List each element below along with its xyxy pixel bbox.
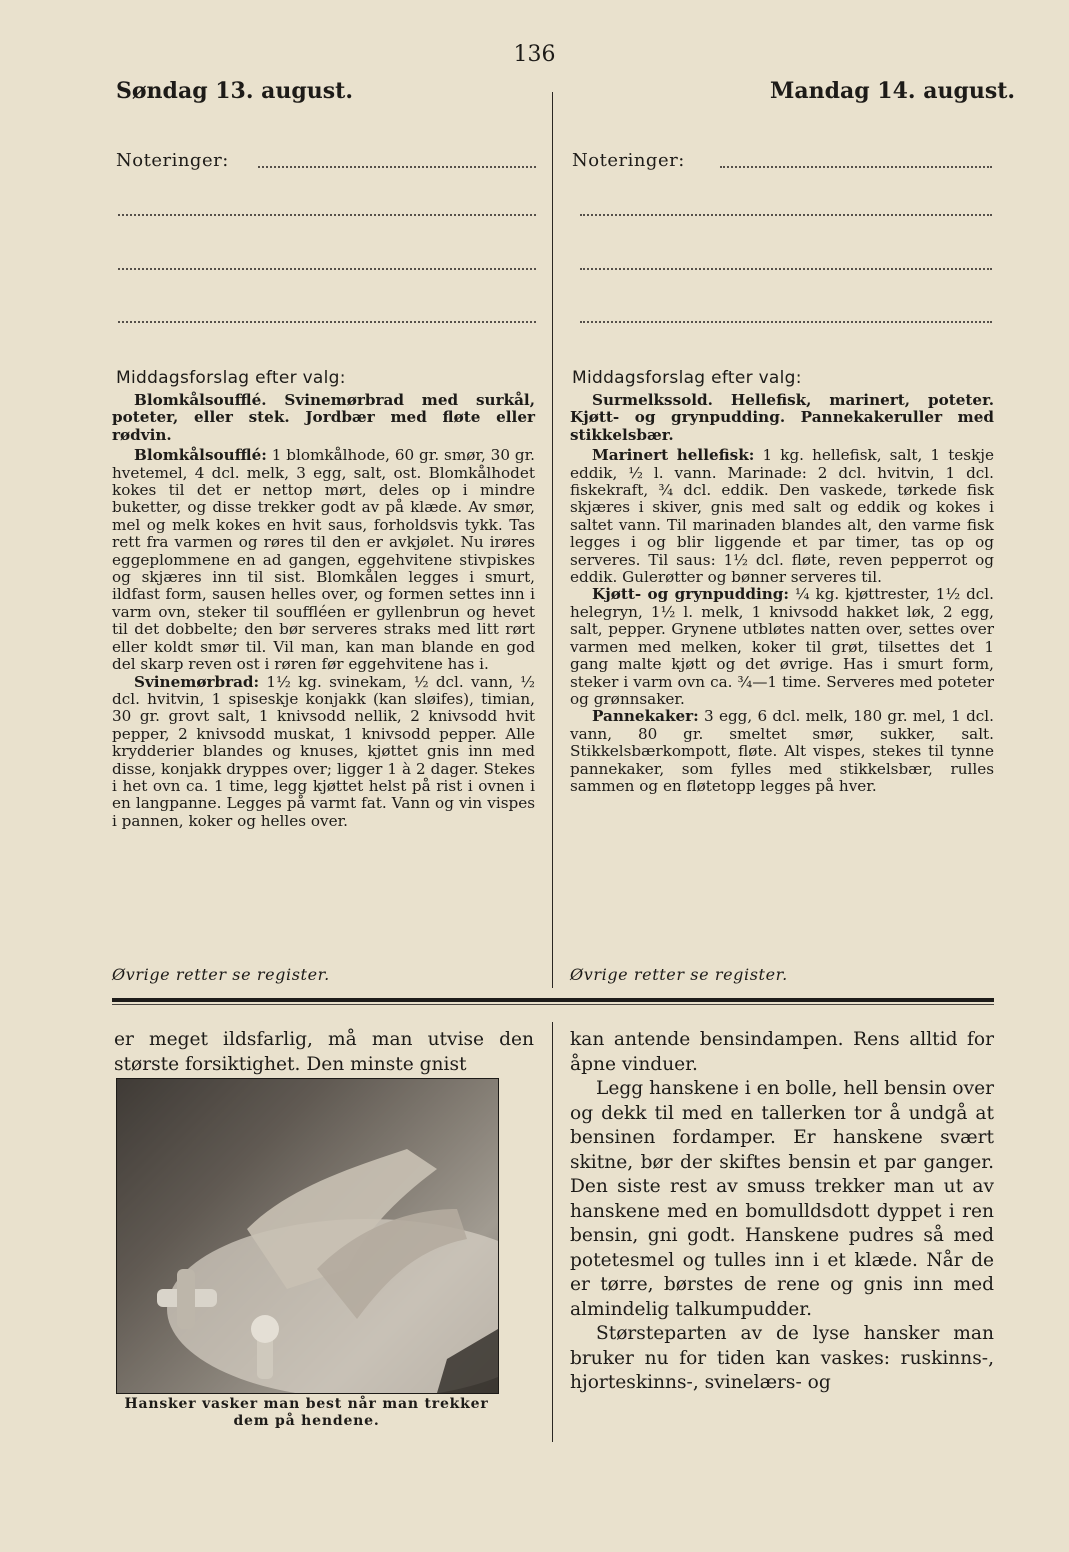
recipe-block-left	[112, 392, 535, 830]
recipe-paragraph	[570, 708, 994, 795]
article-paragraph: kan antende bensindampen. Rens alltid for åpne vinduer.	[570, 1029, 994, 1075]
photo-illustration	[117, 1079, 498, 1393]
recipe-name: Blomkålsoufflé:	[134, 446, 267, 465]
notes-line	[580, 321, 992, 323]
column-divider-top	[552, 92, 553, 988]
notes-line	[118, 321, 536, 323]
recipe-paragraph	[112, 674, 535, 831]
recipe-text: 3 egg, 6 dcl. melk, 180 gr. mel, 1 dcl. vann, 80 gr. smeltet smør, sukker, salt. Stikkelsbærkompott, fløte. Alt vispes, stekes til tynne pannekaker, som fylles med stikkelsbær, rulles sammen og en fløtetopp legges på hver.	[570, 707, 994, 795]
register-note-left: Øvrige retter se register.	[112, 965, 330, 984]
recipe-name: Svinemørbrad:	[134, 672, 260, 691]
recipe-text: ¼ kg. kjøttrester, 1½ dcl. helegryn, 1½ l. melk, 1 knivsodd hakket løk, 2 egg, salt, pepper. Grynene utbløtes natten over, settes over varmen med melken, koker til grøt, tilsettes det 1 gang malte kjøtt og det øvrige. Has i smurt form, steker i varm ovn ca. ¾—1 time. Serveres med poteter og grønnsaker.	[570, 585, 994, 708]
notes-line	[580, 214, 992, 216]
article-text-right	[570, 1028, 994, 1396]
menu-summary: Surmelkssold. Hellefisk, marinert, poteter. Kjøtt- og grynpudding. Pannekakeruller med stikkelsbær.	[570, 391, 994, 444]
register-note-right: Øvrige retter se register.	[570, 965, 788, 984]
notes-line	[258, 166, 536, 168]
article-paragraph: Størsteparten av de lyse hansker man bruker nu for tiden kan vaskes: ruskinns-, hjorteskinns-, svinelærs- og	[570, 1323, 994, 1393]
section-title-right: Middagsforslag efter valg:	[572, 368, 802, 388]
recipe-paragraph	[570, 447, 994, 586]
recipe-name: Kjøtt- og grynpudding:	[592, 585, 790, 604]
recipe-text: 1 blomkålhode, 60 gr. smør, 30 gr. hvetemel, 4 dcl. melk, 3 egg, salt, ost. Blomkålhodet kokes til det er nettop mørt, deles op i mindre buketter, og disse trekker godt av på klæde. Av smør, mel og melk kokes en hvit saus, forholdsvis tykk. Tas rett fra varmen og røres til den er avkjølet. Nu irøres eggeplommene en ad gangen, eggehvitene stivpiskes og skjæres inn til sist. Blomkålen legges i smurt, ildfast form, sausen helles over, og formen settes inn i varm ovn, steker til souffléen er gyllenbrun og hevet til det dobbelte; den bør serveres straks med litt rørt eller koldt smør til. Vil man, kan man blande en god del skarp reven ost i røren før eggehvitene has i.	[112, 446, 535, 674]
recipe-name: Marinert hellefisk:	[592, 446, 755, 465]
notes-label-right: Noteringer:	[572, 150, 685, 171]
recipe-name: Pannekaker:	[592, 707, 699, 726]
recipe-paragraph	[112, 447, 535, 673]
notes-line	[720, 166, 992, 168]
recipe-block-right	[570, 392, 994, 795]
column-divider-bottom	[552, 1022, 553, 1442]
recipe-text: 1 kg. hellefisk, salt, 1 teskje eddik, ½ l. vann. Marinade: 2 dcl. hvitvin, 1 dcl. fiskekraft, ¾ dcl. eddik. Den vaskede, tørkede fisk skjæres i skiver, gnis med salt og eddik og kokes i saltet vann. Til marinaden blandes alt, den varme fisk legges i og blir liggende et par timer, tas op og serveres. Til saus: 1½ dcl. fløte, reven pepperrot og eddik. Gulerøtter og bønner serveres til.	[570, 446, 994, 587]
notes-line	[118, 268, 536, 270]
day-heading-sunday: Søndag 13. august.	[116, 78, 354, 104]
day-heading-monday: Mandag 14. august.	[770, 78, 1016, 104]
notes-label-left: Noteringer:	[116, 150, 229, 171]
article-paragraph: Legg hanskene i en bolle, hell bensin over og dekk til med en tallerken tor å undgå at bensinen fordamper. Er hanskene svært skitne, bør der skiftes bensin et par ganger. Den siste rest av smuss trekker man ut av hanskene med en bomulldsdott dyppet i ren bensin, gni godt. Hanskene pudres så med potetesmel og tulles inn i et klæde. Når de er tørre, børstes de rene og gnis inn med almindelig talkumpudder.	[570, 1078, 994, 1320]
menu-summary: Blomkålsoufflé. Svinemørbrad med surkål, poteter, eller stek. Jordbær med fløte eller rødvin.	[112, 391, 535, 444]
section-title-left: Middagsforslag efter valg:	[116, 368, 346, 388]
page-number: 136	[513, 42, 556, 67]
photo-caption: Hansker vasker man best når man trekker dem på hendene.	[124, 1396, 489, 1429]
notes-line	[118, 214, 536, 216]
article-text-left: er meget ildsfarlig, må man utvise den største forsiktighet. Den minste gnist	[114, 1029, 534, 1075]
hand-washing-photo	[116, 1078, 499, 1394]
recipe-paragraph	[570, 586, 994, 708]
notes-line	[580, 268, 992, 270]
section-divider	[112, 998, 994, 1002]
section-divider-thin	[112, 1004, 994, 1005]
recipe-text: 1½ kg. svinekam, ½ dcl. vann, ½ dcl. hvitvin, 1 spiseskje konjakk (kan sløifes), timian, 30 gr. grovt salt, 1 knivsodd nellik, 2 knivsodd hvit pepper, 2 knivsodd muskat, 1 knivsodd pepper. Alle krydderier blandes og knuses, kjøttet gnis inn med disse, konjakk dryppes over; ligger 1 à 2 dager. Stekes i het ovn ca. 1 time, legg kjøttet helst på rist i ovnen i en langpanne. Legges på varmt fat. Vann og vin vispes i pannen, koker og helles over.	[112, 672, 535, 830]
